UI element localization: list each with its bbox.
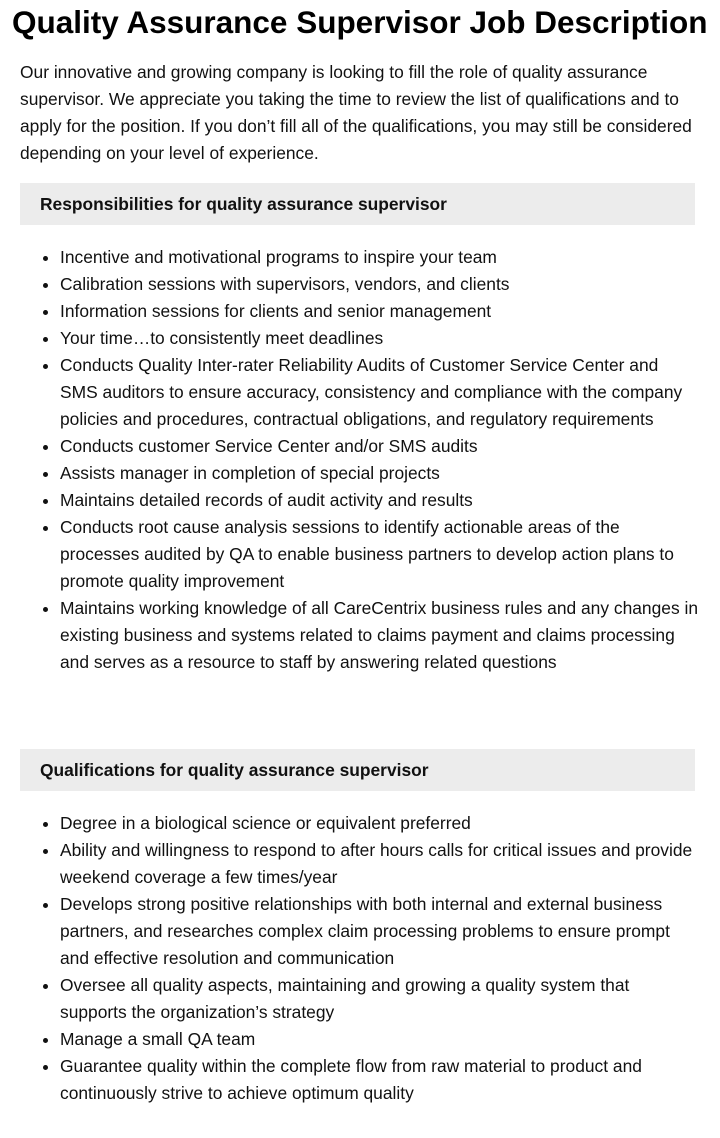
list-item: • Manage a small QA team	[60, 1026, 700, 1053]
list-item: • Ability and willingness to respond to after hours calls for critical issues and provide weekend coverage a few times/year	[60, 837, 700, 891]
list-item: • Conducts root cause analysis sessions to identify actionable areas of the processes audited by QA to enable business partners to develop action plans to promote quality improvement	[60, 514, 700, 595]
list-item: • Assists manager in completion of special projects	[60, 460, 700, 487]
list-item: • Develops strong positive relationships with both internal and external business partners, and researches complex claim processing problems to ensure prompt and effective resolution and communication	[60, 891, 700, 972]
page-title: Quality Assurance Supervisor Job Description	[12, 4, 708, 40]
qualifications-heading: Qualifications for quality assurance supervisor	[20, 749, 695, 791]
responsibilities-list	[20, 244, 700, 676]
list-item: • Guarantee quality within the complete flow from raw material to product and continuously strive to achieve optimum quality	[60, 1053, 700, 1107]
list-item: • Maintains working knowledge of all CareCentrix business rules and any changes in existing business and systems related to claims payment and claims processing and serves as a resource to staff by answering related questions	[60, 595, 700, 676]
list-item: • Calibration sessions with supervisors, vendors, and clients	[60, 271, 700, 298]
intro-paragraph: Our innovative and growing company is looking to fill the role of quality assurance supervisor. We appreciate you taking the time to review the list of qualifications and to apply for the position. If you don’t fill all of the qualifications, you may still be considered depending on your level of experience.	[20, 62, 692, 163]
list-item: • Information sessions for clients and senior management	[60, 298, 700, 325]
list-item: • Your time…to consistently meet deadlines	[60, 325, 700, 352]
list-item: • Conducts Quality Inter-rater Reliability Audits of Customer Service Center and SMS auditors to ensure accuracy, consistency and compliance with the company policies and procedures, contractual obligations, and regulatory requirements	[60, 352, 700, 433]
responsibilities-heading: Responsibilities for quality assurance supervisor	[20, 183, 695, 225]
list-item: • Maintains detailed records of audit activity and results	[60, 487, 700, 514]
qualifications-list	[20, 810, 700, 1107]
list-item: • Conducts customer Service Center and/or SMS audits	[60, 433, 700, 460]
list-item: • Incentive and motivational programs to inspire your team	[60, 244, 700, 271]
list-item: • Oversee all quality aspects, maintaining and growing a quality system that supports the organization’s strategy	[60, 972, 700, 1026]
list-item: • Degree in a biological science or equivalent preferred	[60, 810, 700, 837]
